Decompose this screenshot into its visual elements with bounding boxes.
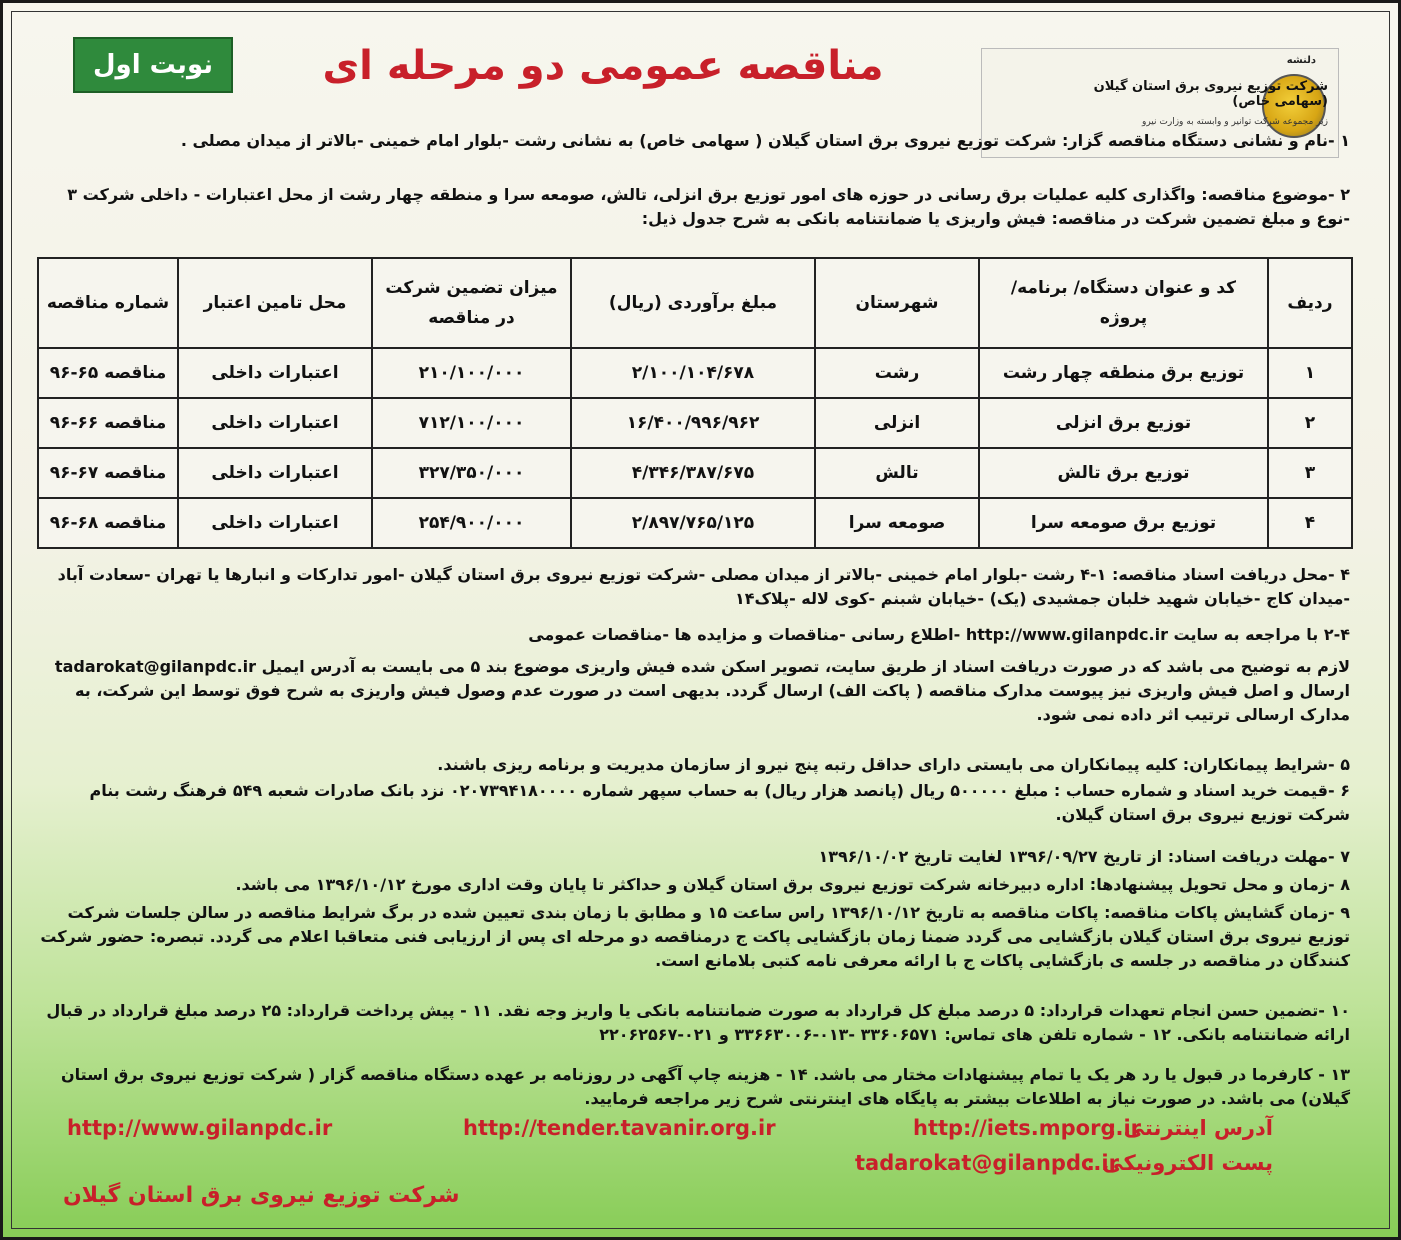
- footer-company: شرکت توزیع نیروی برق استان گیلان: [63, 1183, 460, 1208]
- cell-estimated-amount: ۲/۱۰۰/۱۰۴/۶۷۸: [571, 348, 815, 398]
- paragraph-4: ۴ -محل دریافت اسناد مناقصه: ۱-۴ رشت -بلوار امام خمینی -بالاتر از میدان مصلی -شرکت توزیع نیروی برق استان گیلان -امور تدارکات و انبارها یا تهران -سعادت آباد -میدان کاج -خیابان شهید خلبان جمشیدی (یک) -خیابان شبنم -کوی لاله -پلاک۱۴: [57, 565, 1350, 608]
- page-title: مناقصه عمومی دو مرحله ای: [322, 43, 884, 89]
- paragraph-6: ۶ -قیمت خرید اسناد و شماره حساب : مبلغ ۵۰۰۰۰۰ ریال (پانصد هزار ریال) به حساب سپهر شماره ۰۲۰۷۳۹۴۱۸۰۰۰۰ نزد بانک صادرات شعبه ۵۴۹ فرهنگ رشت بنام شرکت توزیع نیروی برق استان گیلان.: [89, 781, 1350, 824]
- cell-row-number: ۲: [1268, 398, 1352, 448]
- cell-funding-source: اعتبارات داخلی: [178, 448, 372, 498]
- table-row: [38, 448, 1352, 498]
- header-funding-source: محل تامین اعتبار: [178, 258, 372, 348]
- company-subtitle: زیر مجموعه شرکت توانیر و وابسته به وزارت نیرو: [1142, 117, 1328, 127]
- cell-tender-number: مناقصه ۶۵-۹۶: [38, 348, 178, 398]
- web-label: آدرس اینترنتی :: [1107, 1116, 1273, 1140]
- cell-city: انزلی: [815, 398, 979, 448]
- link-mporg[interactable]: http://iets.mporg.ir: [913, 1116, 1142, 1140]
- paragraph-note: لازم به توضیح می باشد که در صورت دریافت اسناد از طریق سایت، تصویر اسکن شده فیش واریزی موضوع بند ۵ می بایست به آدرس ایمیل tadarokat@gilanpdc.ir ارسال و اصل فیش واریزی نیز پیوست مدارک مناقصه ( پاکت الف) ارسال گردد. بدیهی است در صورت عدم وصول فیش واریزی به شرح فوق توسط این شرکت، به مدارک ارسالی ترتیب اثر داده نمی شود.: [54, 657, 1350, 724]
- table-row: [38, 348, 1352, 398]
- email-label: پست الکترونیکی :: [1086, 1151, 1273, 1175]
- round-badge: نوبت اول: [73, 37, 233, 93]
- paragraph-2: ۲ -موضوع مناقصه: واگذاری کلیه عملیات برق رسانی در حوزه های امور توزیع برق انزلی، تالش، صومعه سرا و منطقه چهار رشت از محل اعتبارات - داخلی شرکت ۳ -نوع و مبلغ تضمین شرکت در مناقصه: فیش واریزی یا ضمانتنامه بانکی به شرح جدول ذیل:: [67, 185, 1350, 228]
- table-row: [38, 498, 1352, 548]
- cell-funding-source: اعتبارات داخلی: [178, 498, 372, 548]
- cell-funding-source: اعتبارات داخلی: [178, 398, 372, 448]
- cell-row-number: ۴: [1268, 498, 1352, 548]
- email-line: [33, 1151, 1333, 1181]
- cell-guarantee-amount: ۳۲۷/۳۵۰/۰۰۰: [372, 448, 571, 498]
- link-gilanpdc[interactable]: http://www.gilanpdc.ir: [67, 1116, 333, 1140]
- logo-tag: دلنشه: [1286, 55, 1316, 66]
- cell-estimated-amount: ۲/۸۹۷/۷۶۵/۱۲۵: [571, 498, 815, 548]
- cell-city: رشت: [815, 348, 979, 398]
- header-guarantee-amount: میزان تضمین شرکت در مناقصه: [372, 258, 571, 348]
- paragraph-8: ۸ -زمان و محل تحویل پیشنهادها: اداره دبیرخانه شرکت توزیع نیروی برق استان گیلان و حداکثر تا پایان وقت اداری مورخ ۱۳۹۶/۱۰/۱۲ می باشد.: [235, 875, 1350, 894]
- paragraph-9: ۹ -زمان گشایش پاکات مناقصه: پاکات مناقصه به تاریخ ۱۳۹۶/۱۰/۱۲ راس ساعت ۱۵ و مطابق با زمان بندی تعیین شده در برگ شرایط مناقصه در سالن جلسات شرکت توزیع نیروی برق استان گیلان بازگشایی می گردد ضمنا زمان بازگشایی پاکت ج درمناقصه دو مرحله ای پس از ارزیابی فنی متعاقبا اعلام می گردد. تبصره: حضور شرکت کنندگان در مناقصه در جلسه ی بازگشایی پاکات ج با ارائه معرفی نامه کتبی بلامانع است.: [40, 903, 1350, 970]
- cell-tender-number: مناقصه ۶۸-۹۶: [38, 498, 178, 548]
- cell-tender-number: مناقصه ۶۷-۹۶: [38, 448, 178, 498]
- cell-tender-number: مناقصه ۶۶-۹۶: [38, 398, 178, 448]
- header-estimated-amount: مبلغ برآوردی (ریال): [571, 258, 815, 348]
- cell-project-title: توزیع برق منطقه چهار رشت: [979, 348, 1268, 398]
- cell-row-number: ۱: [1268, 348, 1352, 398]
- company-name: شرکت توزیع نیروی برق استان گیلان (سهامی خاص): [1093, 79, 1328, 109]
- website-line: [33, 1116, 1333, 1146]
- cell-city: صومعه سرا: [815, 498, 979, 548]
- paragraph-1: ۱ -نام و نشانی دستگاه مناقصه گزار: شرکت توزیع نیروی برق استان گیلان ( سهامی خاص) به نشانی رشت -بلوار امام خمینی -بالاتر از میدان مصلی .: [180, 131, 1350, 150]
- paragraph-5: ۵ -شرایط پیمانکاران: کلیه پیمانکاران می بایستی دارای حداقل رتبه پنج نیرو از سازمان مدیریت و برنامه ریزی باشند.: [437, 755, 1350, 774]
- cell-project-title: توزیع برق تالش: [979, 448, 1268, 498]
- cell-row-number: ۳: [1268, 448, 1352, 498]
- cell-guarantee-amount: ۲۵۴/۹۰۰/۰۰۰: [372, 498, 571, 548]
- cell-city: تالش: [815, 448, 979, 498]
- table-header-row: [38, 258, 1352, 348]
- header-tender-number: شماره مناقصه: [38, 258, 178, 348]
- table-row: [38, 398, 1352, 448]
- email-link[interactable]: tadarokat@gilanpdc.ir: [855, 1151, 1119, 1175]
- paragraph-4-2: ۲-۴ با مراجعه به سایت http://www.gilanpdc.ir -اطلاع رسانی -مناقصات و مزایده ها -مناقصات عمومی: [528, 625, 1350, 644]
- paragraph-13: ۱۳ - کارفرما در قبول یا رد هر یک یا تمام پیشنهادات مختار می باشد. ۱۴ - هزینه چاپ آگهی در روزنامه بر عهده دستگاه مناقصه گزار ( شرکت توزیع نیروی برق استان گیلان) می باشد. در صورت نیاز به اطلاعات بیشتر به پایگاه های اینترنتی شرح زیر مراجعه فرمایید.: [61, 1065, 1350, 1108]
- link-tavanir[interactable]: http://tender.tavanir.org.ir: [463, 1116, 776, 1140]
- cell-project-title: توزیع برق صومعه سرا: [979, 498, 1268, 548]
- paragraph-7: ۷ -مهلت دریافت اسناد: از تاریخ ۱۳۹۶/۰۹/۲۷ لغایت تاریخ ۱۳۹۶/۱۰/۰۲: [818, 847, 1350, 866]
- cell-guarantee-amount: ۷۱۲/۱۰۰/۰۰۰: [372, 398, 571, 448]
- cell-estimated-amount: ۴/۳۴۶/۳۸۷/۶۷۵: [571, 448, 815, 498]
- header-row-number: ردیف: [1268, 258, 1352, 348]
- cell-funding-source: اعتبارات داخلی: [178, 348, 372, 398]
- tender-table: [37, 257, 1353, 549]
- cell-project-title: توزیع برق انزلی: [979, 398, 1268, 448]
- cell-guarantee-amount: ۲۱۰/۱۰۰/۰۰۰: [372, 348, 571, 398]
- header-city: شهرستان: [815, 258, 979, 348]
- cell-estimated-amount: ۱۶/۴۰۰/۹۹۶/۹۶۲: [571, 398, 815, 448]
- paragraph-10: ۱۰ -تضمین حسن انجام تعهدات قرارداد: ۵ درصد مبلغ کل قرارداد به صورت ضمانتنامه بانکی یا واریز وجه نقد. ۱۱ - پیش پرداخت قرارداد: ۲۵ درصد مبلغ قرارداد در قبال ارائه ضمانتنامه بانکی. ۱۲ - شماره تلفن های تماس: ۳۳۶۰۶۵۷۱ -۰۱۳-۳۳۶۶۳۰۰۶ و ۰۲۱-۲۲۰۶۲۵۶۷: [46, 1001, 1350, 1044]
- header-project-title: کد و عنوان دستگاه/ برنامه/ پروژه: [979, 258, 1268, 348]
